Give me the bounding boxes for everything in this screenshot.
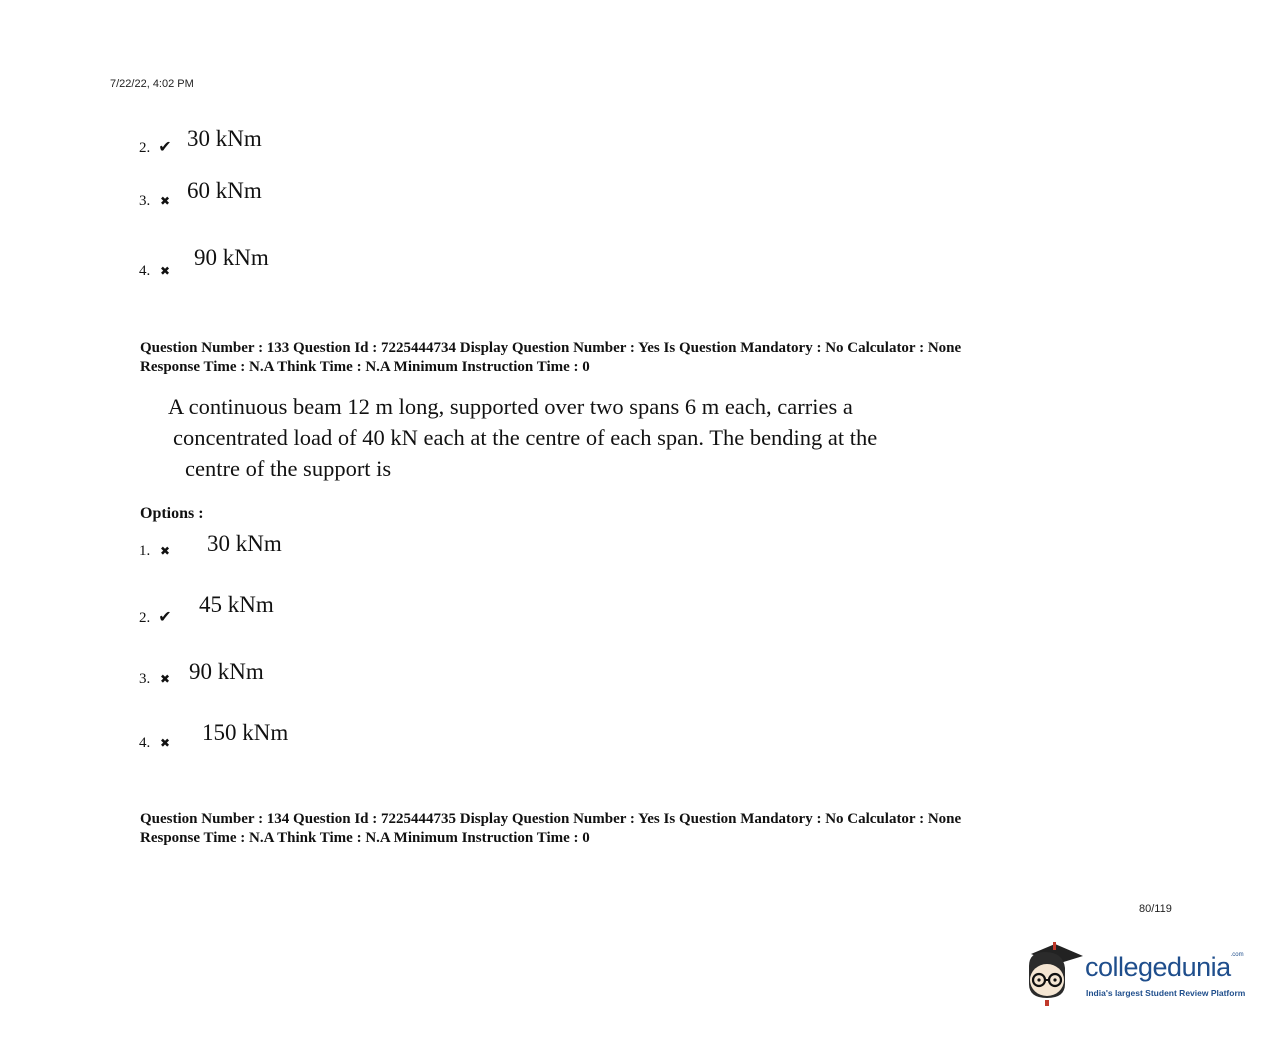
option-text: 90 kNm <box>194 245 269 270</box>
question-meta-line2: Response Time : N.A Think Time : N.A Minimum Instruction Time : 0 <box>140 359 590 375</box>
prev-option-2 <box>139 137 173 157</box>
brand-name: collegedunia$^{.com}$ <box>1085 952 1244 982</box>
option-text: 45 kNm <box>199 592 274 617</box>
brand-tagline: India's largest Student Review Platform <box>1086 988 1246 998</box>
option-text: 60 kNm <box>187 178 262 203</box>
options-label: Options : <box>140 505 204 522</box>
option-number: 2. <box>139 610 151 626</box>
option-number: 3. <box>139 193 151 209</box>
option-number: 2. <box>139 140 151 156</box>
option-1 <box>139 543 173 560</box>
cross-icon: ✖ <box>159 544 171 558</box>
option-text: 30 kNm <box>207 531 282 556</box>
question-meta-line1: Question Number : 133 Question Id : 7225444734 Display Question Number : Yes Is Question Mandatory : No Calculator : None <box>140 340 962 356</box>
check-icon: ✔ <box>158 609 172 626</box>
question-text-line: centre of the support is <box>185 456 392 481</box>
question-text-line: A continuous beam 12 m long, supported over two spans 6 m each, carries a <box>168 394 853 419</box>
cross-icon: ✖ <box>159 264 171 278</box>
prev-option-3 <box>139 193 173 210</box>
question-text-line: concentrated load of 40 kN each at the centre of each span. The bending at the <box>173 425 878 450</box>
option-text: 30 kNm <box>187 126 262 151</box>
prev-option-4 <box>139 263 173 280</box>
print-timestamp: 7/22/22, 4:02 PM <box>110 78 194 90</box>
option-2 <box>139 607 173 627</box>
option-number: 4. <box>139 735 151 751</box>
option-number: 3. <box>139 671 151 687</box>
option-text: 150 kNm <box>202 720 289 745</box>
option-4 <box>139 735 173 752</box>
mascot-icon <box>1023 938 1085 1010</box>
option-3 <box>139 671 173 688</box>
check-icon: ✔ <box>158 139 172 156</box>
collegedunia-logo <box>1023 938 1253 1010</box>
brand-suffix: .com <box>1230 952 1244 958</box>
question-meta-line1: Question Number : 134 Question Id : 7225444735 Display Question Number : Yes Is Question Mandatory : No Calculator : None <box>140 811 962 827</box>
page-number: 80/119 <box>1139 903 1172 915</box>
cross-icon: ✖ <box>159 194 171 208</box>
question-meta-line2: Response Time : N.A Think Time : N.A Minimum Instruction Time : 0 <box>140 830 590 846</box>
cross-icon: ✖ <box>159 672 171 686</box>
option-number: 4. <box>139 263 151 279</box>
cross-icon: ✖ <box>159 736 171 750</box>
option-number: 1. <box>139 543 151 559</box>
option-text: 90 kNm <box>189 659 264 684</box>
